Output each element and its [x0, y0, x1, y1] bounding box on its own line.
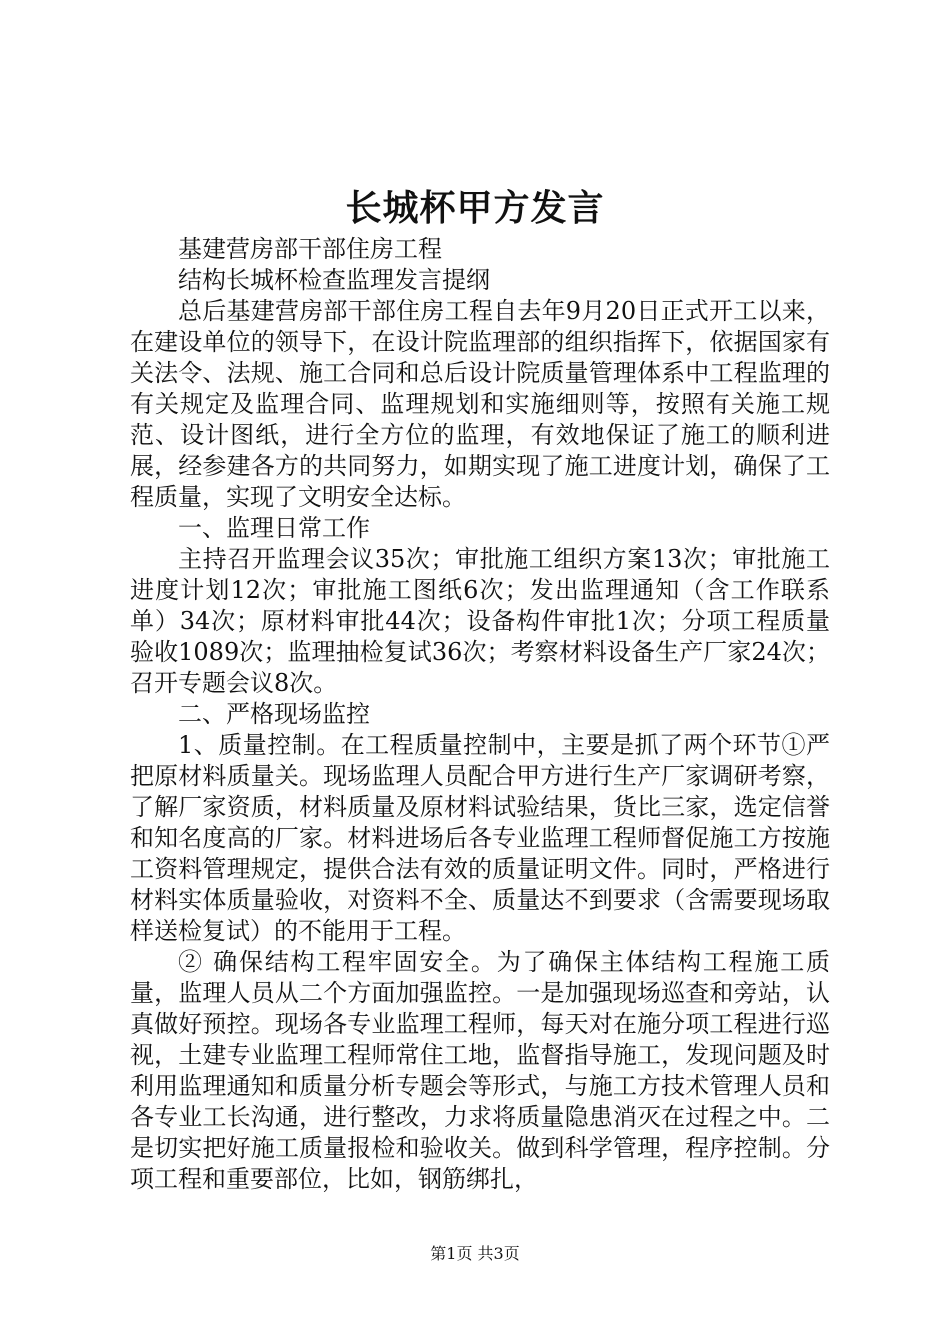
paragraph-outline-title: 结构长城杯检查监理发言提纲 — [178, 266, 490, 294]
paragraph-intro: 总后基建营房部干部住房工程自去年9月20日正式开工以来，在建设单位的领导下，在设计院监理部的组织指挥下，依据国家有关法令、法规、施工合同和总后设计院质量管理体系中工程监理的有关规定及监理合同、监理规划和实施细则等，按照有关施工规范、设计图纸，进行全方位的监理，有效地保证了施工的顺利进展，经参建各方的共同努力，如期实现了施工进度计划，确保了工程质量，实现了文明安全达标。 — [130, 297, 830, 511]
page-footer: 第1页 共3页 — [430, 1244, 520, 1263]
document-title: 长城杯甲方发言 — [345, 187, 605, 229]
paragraph-project-name: 基建营房部干部住房工程 — [178, 235, 442, 263]
paragraph-structure-safety: ② 确保结构工程牢固安全。为了确保主体结构工程施工质量，监理人员从二个方面加强监控。一是加强现场巡查和旁站，认真做好预控。现场各专业监理工程师，每天对在施分项工程进行巡视，土建专业监理工程师常住工地，监督指导施工，发现问题及时利用监理通知和质量分析专题会等形式，与施工方技术管理人员和各专业工长沟通，进行整改，力求将质量隐患消灭在过程之中。二是切实把好施工质量报检和验收关。做到科学管理，程序控制。分项工程和重要部位，比如，钢筋绑扎， — [130, 948, 830, 1193]
paragraph-daily-work-stats: 主持召开监理会议35次；审批施工组织方案13次；审批施工进度计划12次；审批施工图纸6次；发出监理通知（含工作联系单）34次；原材料审批44次；设备构件审批1次；分项工程质量验收1089次；监理抽检复试36次；考察材料设备生产厂家24次；召开专题会议8次。 — [130, 545, 830, 697]
section-heading-site-control: 二、严格现场监控 — [178, 700, 370, 728]
section-heading-daily-work: 一、监理日常工作 — [178, 514, 370, 542]
paragraph-quality-control: 1、质量控制。在工程质量控制中，主要是抓了两个环节①严把原材料质量关。现场监理人员配合甲方进行生产厂家调研考察，了解厂家资质，材料质量及原材料试验结果，货比三家，选定信誉和知名度高的厂家。材料进场后各专业监理工程师督促施工方按施工资料管理规定，提供合法有效的质量证明文件。同时，严格进行材料实体质量验收，对资料不全、质量达不到要求（含需要现场取样送检复试）的不能用于工程。 — [130, 731, 830, 945]
document-body — [130, 234, 830, 1195]
